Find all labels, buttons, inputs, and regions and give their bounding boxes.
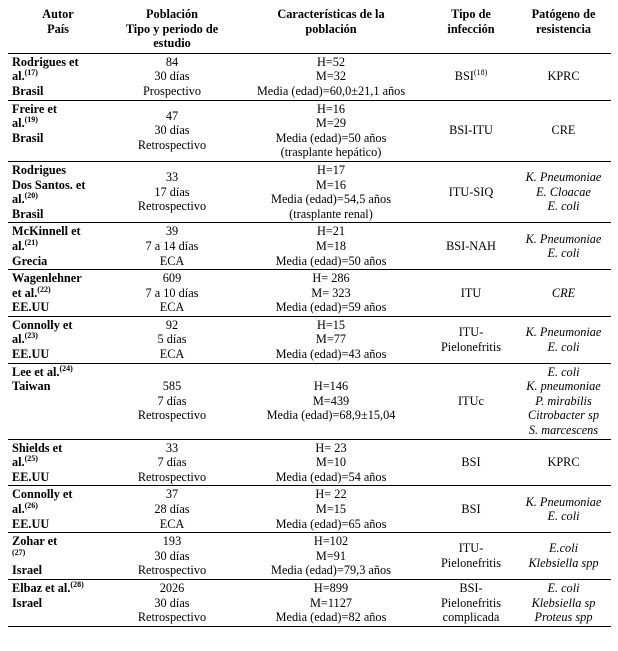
author-cell bbox=[8, 223, 108, 270]
characteristic-line: H=102 bbox=[313, 534, 349, 549]
characteristic-line: M=16 bbox=[315, 177, 347, 192]
pathogen-name: Proteus spp bbox=[534, 610, 593, 625]
population-line: 28 días bbox=[154, 502, 190, 516]
header-pathogen: Patógeno de resistencia bbox=[516, 6, 611, 53]
population-cell bbox=[108, 53, 236, 100]
characteristic-line: M= 323 bbox=[311, 285, 351, 300]
infection-cell bbox=[426, 579, 516, 626]
author-name: Shields et bbox=[12, 440, 63, 455]
author-name: Wagenlehner bbox=[12, 271, 82, 286]
population-line: 37 bbox=[165, 487, 179, 502]
infection-type: BSI bbox=[454, 69, 474, 84]
characteristic-line: H=146 bbox=[313, 379, 349, 394]
population-line: ECA bbox=[159, 347, 185, 362]
characteristics-cell bbox=[236, 579, 426, 626]
author-cell bbox=[8, 316, 108, 363]
pathogen-cell bbox=[516, 270, 611, 317]
author-cell bbox=[8, 53, 108, 100]
population-line: Retrospectivo bbox=[137, 199, 207, 214]
population-line: 193 bbox=[162, 534, 182, 549]
author-name: et al.$^{(22)}$ bbox=[12, 284, 51, 300]
infection-cell bbox=[426, 439, 516, 486]
pathogen-name: CRE bbox=[551, 285, 576, 300]
infection-type: BSI-ITU bbox=[449, 123, 493, 138]
characteristic-line: Media (edad)=79,3 años bbox=[271, 563, 391, 578]
country: Israel bbox=[12, 563, 43, 578]
reference-number: (26) bbox=[24, 500, 38, 510]
author-name: Rodrigues et bbox=[12, 54, 79, 69]
infection-type: BSI-NAH bbox=[446, 238, 496, 253]
author-name: Connolly et bbox=[12, 487, 73, 502]
table-row bbox=[8, 316, 611, 363]
characteristic-line: Media (edad)=50 años bbox=[275, 253, 387, 268]
pathogen-name: E. coli bbox=[547, 509, 580, 524]
characteristic-line: M=91 bbox=[315, 548, 347, 563]
infection-type: BSI bbox=[461, 502, 481, 516]
pathogen-name: CRE bbox=[551, 123, 576, 138]
population-line: 84 bbox=[165, 54, 179, 69]
pathogen-name: P. mirabilis bbox=[535, 393, 592, 408]
characteristic-line: H=21 bbox=[316, 224, 346, 239]
population-cell bbox=[108, 223, 236, 270]
author-name: al.$^{(23)}$ bbox=[12, 331, 38, 347]
author-name: al.$^{(25)}$ bbox=[12, 454, 38, 470]
population-line: 585 bbox=[162, 379, 182, 394]
pathogen-name: E. coli bbox=[547, 199, 580, 214]
pathogen-name: E. coli bbox=[547, 580, 580, 595]
author-name: Lee et al.$^{(24)}$ bbox=[12, 363, 73, 379]
country: EE.UU bbox=[12, 469, 50, 484]
country: Brasil bbox=[12, 206, 44, 221]
pathogen-cell bbox=[516, 486, 611, 533]
country: Brasil bbox=[12, 130, 44, 145]
author-name: al.$^{(21)}$ bbox=[12, 237, 38, 253]
characteristics-cell bbox=[236, 161, 426, 222]
population-cell bbox=[108, 533, 236, 580]
pathogen-cell bbox=[516, 316, 611, 363]
characteristic-line: H=17 bbox=[316, 162, 346, 177]
country: EE.UU bbox=[12, 300, 50, 315]
population-cell bbox=[108, 486, 236, 533]
population-line: 39 bbox=[165, 224, 179, 239]
population-line: 609 bbox=[162, 271, 182, 286]
infection-cell bbox=[426, 161, 516, 222]
author-name bbox=[12, 549, 105, 564]
infection-cell bbox=[426, 53, 516, 100]
characteristic-line: M=77 bbox=[315, 332, 347, 347]
infection-type: ITU- Pielonefritis bbox=[440, 541, 502, 571]
author-name: al.$^{(17)}$ bbox=[12, 68, 38, 84]
characteristic-line: Media (edad)=60,0±21,1 años bbox=[256, 83, 406, 98]
characteristics-cell bbox=[236, 270, 426, 317]
author-name: Zohar et bbox=[12, 534, 58, 549]
characteristics-cell bbox=[236, 533, 426, 580]
characteristics-cell bbox=[236, 53, 426, 100]
country: EE.UU bbox=[12, 347, 50, 362]
population-line: 5 días bbox=[157, 332, 187, 347]
author-cell bbox=[8, 579, 108, 626]
table-row bbox=[8, 270, 611, 317]
characteristic-line: Media (edad)=50 años bbox=[275, 130, 387, 145]
author-name: al.$^{(19)}$ bbox=[12, 115, 38, 131]
population-line: 30 días bbox=[154, 69, 190, 84]
reference-number: (22) bbox=[37, 284, 51, 294]
reference-number: (18) bbox=[473, 68, 488, 78]
pathogen-name: Klebsiella spp bbox=[528, 556, 599, 571]
author-cell bbox=[8, 270, 108, 317]
infection-cell bbox=[426, 486, 516, 533]
table-body bbox=[8, 53, 611, 626]
population-line: Retrospectivo bbox=[137, 563, 207, 578]
population-cell bbox=[108, 363, 236, 439]
infection-type: ITU-SIQ bbox=[448, 184, 494, 199]
table-row bbox=[8, 439, 611, 486]
characteristic-line: Media (edad)=43 años bbox=[275, 347, 387, 362]
characteristic-line: M=10 bbox=[315, 455, 347, 470]
author-cell bbox=[8, 363, 108, 439]
characteristic-line: Media (edad)=54,5 años bbox=[271, 192, 391, 207]
header-row bbox=[8, 6, 611, 53]
infection-cell bbox=[426, 223, 516, 270]
author-cell bbox=[8, 486, 108, 533]
characteristic-line: H= 286 bbox=[312, 271, 350, 286]
population-line: ECA bbox=[159, 516, 185, 531]
reference-number: (20) bbox=[24, 191, 38, 201]
population-line: 2026 bbox=[159, 580, 185, 595]
table-row bbox=[8, 486, 611, 533]
author-name: Connolly et bbox=[12, 317, 73, 332]
population-line: Retrospectivo bbox=[137, 469, 207, 484]
pathogen-name: K. Pneumoniae bbox=[525, 494, 602, 509]
population-line: 7 a 14 días bbox=[145, 238, 199, 253]
characteristic-line: M=1127 bbox=[309, 595, 352, 610]
country: Taiwan bbox=[12, 379, 51, 394]
author-name: Freire et bbox=[12, 101, 57, 116]
table-row bbox=[8, 533, 611, 580]
characteristics-cell bbox=[236, 439, 426, 486]
pathogen-name: E. Cloacae bbox=[536, 184, 591, 199]
characteristic-line: Media (edad)=82 años bbox=[275, 610, 387, 625]
population-cell bbox=[108, 161, 236, 222]
pathogen-cell bbox=[516, 53, 611, 100]
pathogen-name: K. Pneumoniae bbox=[525, 325, 602, 340]
infection-cell bbox=[426, 100, 516, 161]
header-characteristics: Características de la población bbox=[236, 6, 426, 53]
author-name: Elbaz et al.$^{(28)}$ bbox=[12, 579, 84, 595]
pathogen-cell bbox=[516, 161, 611, 222]
country: Brasil bbox=[12, 83, 44, 98]
author-name: McKinnell et bbox=[12, 224, 81, 239]
pathogen-name: E.coli bbox=[548, 541, 579, 556]
pathogen-name: KPRC bbox=[547, 455, 580, 470]
table-row bbox=[8, 100, 611, 161]
characteristic-line: M=439 bbox=[312, 393, 350, 408]
pathogen-cell bbox=[516, 579, 611, 626]
characteristic-line: (trasplante hepático) bbox=[280, 145, 382, 160]
characteristic-line: Media (edad)=68,9±15,04 bbox=[266, 408, 396, 423]
population-line: 17 días bbox=[154, 184, 190, 199]
reference-number: (25) bbox=[24, 454, 38, 464]
population-line: 33 bbox=[165, 170, 179, 185]
reference-number: (28) bbox=[70, 579, 84, 589]
country: Israel bbox=[12, 595, 43, 610]
header-population: Población Tipo y periodo de estudio bbox=[108, 6, 236, 53]
characteristic-line: M=18 bbox=[315, 238, 347, 253]
pathogen-cell bbox=[516, 363, 611, 439]
characteristics-cell bbox=[236, 100, 426, 161]
header-infection: Tipo de infección bbox=[426, 6, 516, 53]
pathogen-cell bbox=[516, 223, 611, 270]
population-line: 7 a 10 días bbox=[145, 285, 199, 300]
author-cell bbox=[8, 161, 108, 222]
characteristic-line: Media (edad)=54 años bbox=[275, 469, 387, 484]
infection-cell bbox=[426, 316, 516, 363]
characteristic-line: M=29 bbox=[315, 116, 347, 131]
pathogen-name: K. pneumoniae bbox=[526, 379, 601, 394]
characteristic-line: Media (edad)=65 años bbox=[275, 516, 387, 531]
reference-number: (24) bbox=[59, 363, 73, 373]
pathogen-cell bbox=[516, 533, 611, 580]
infection-type: ITU- Pielonefritis bbox=[440, 325, 502, 354]
characteristics-cell bbox=[236, 363, 426, 439]
characteristics-cell bbox=[236, 486, 426, 533]
pathogen-name: Klebsiella sp bbox=[531, 595, 596, 610]
author-cell bbox=[8, 100, 108, 161]
table-row bbox=[8, 223, 611, 270]
pathogen-name: E. coli bbox=[547, 246, 580, 261]
pathogen-name: E. coli bbox=[547, 364, 580, 379]
characteristic-line: H=899 bbox=[313, 580, 349, 595]
population-line: ECA bbox=[159, 300, 185, 315]
table-row bbox=[8, 363, 611, 439]
author-cell bbox=[8, 533, 108, 580]
population-line: Retrospectivo bbox=[137, 138, 207, 153]
characteristic-line: H=15 bbox=[316, 317, 346, 332]
header-author: Autor País bbox=[8, 6, 108, 53]
reference-number: (17) bbox=[24, 68, 38, 78]
infection-type: BSI bbox=[461, 455, 481, 470]
reference-number: (23) bbox=[24, 331, 38, 341]
population-line: Retrospectivo bbox=[137, 408, 207, 423]
population-line: 7 días bbox=[157, 393, 187, 408]
author-name: Rodrigues bbox=[12, 162, 66, 177]
studies-table bbox=[8, 6, 611, 627]
reference-number: (19) bbox=[24, 115, 38, 125]
table-row bbox=[8, 161, 611, 222]
population-line: 47 bbox=[165, 108, 179, 123]
population-line: 30 días bbox=[154, 548, 190, 563]
pathogen-name: K. Pneumoniae bbox=[525, 231, 602, 246]
characteristic-line: H= 23 bbox=[315, 440, 347, 455]
characteristics-cell bbox=[236, 316, 426, 363]
table-row bbox=[8, 53, 611, 100]
pathogen-cell bbox=[516, 100, 611, 161]
infection-type: BSI- Pielonefritis complicada bbox=[440, 580, 502, 625]
author-cell bbox=[8, 439, 108, 486]
population-cell bbox=[108, 439, 236, 486]
characteristic-line: M=32 bbox=[315, 69, 347, 84]
author-name: Dos Santos. et bbox=[12, 177, 86, 192]
author-name: al.$^{(26)}$ bbox=[12, 500, 38, 516]
infection-cell bbox=[426, 533, 516, 580]
table-row bbox=[8, 579, 611, 626]
infection-cell bbox=[426, 363, 516, 439]
population-line: 30 días bbox=[154, 595, 190, 610]
population-line: 33 bbox=[165, 440, 179, 455]
pathogen-name: K. Pneumoniae bbox=[525, 170, 602, 185]
population-cell bbox=[108, 270, 236, 317]
pathogen-name: S. marcescens bbox=[528, 423, 599, 438]
pathogen-name: KPRC bbox=[547, 69, 580, 84]
infection-type: ITU bbox=[460, 285, 482, 300]
characteristic-line: H=52 bbox=[316, 54, 346, 69]
infection-type: ITUc bbox=[458, 393, 484, 408]
characteristic-line: H=16 bbox=[316, 101, 346, 116]
infection-cell bbox=[426, 270, 516, 317]
reference-number: (21) bbox=[24, 237, 38, 247]
pathogen-cell bbox=[516, 439, 611, 486]
country: Grecia bbox=[12, 253, 48, 268]
characteristic-line: (trasplante renal) bbox=[289, 206, 373, 221]
characteristic-line: M=15 bbox=[315, 502, 347, 516]
reference-number: (27) bbox=[12, 547, 26, 557]
characteristic-line: H= 22 bbox=[315, 487, 347, 502]
population-cell bbox=[108, 316, 236, 363]
pathogen-name: Citrobacter sp bbox=[528, 408, 599, 423]
population-line: ECA bbox=[159, 253, 185, 268]
population-cell bbox=[108, 100, 236, 161]
population-line: 7 días bbox=[157, 455, 187, 470]
pathogen-name: E. coli bbox=[547, 339, 580, 354]
population-line: 30 días bbox=[154, 123, 190, 138]
characteristic-line: Media (edad)=59 años bbox=[275, 300, 387, 315]
author-name: al.$^{(20)}$ bbox=[12, 191, 38, 207]
population-line: 92 bbox=[165, 317, 179, 332]
population-cell bbox=[108, 579, 236, 626]
characteristics-cell bbox=[236, 223, 426, 270]
population-line: Prospectivo bbox=[142, 83, 202, 98]
population-line: Retrospectivo bbox=[137, 610, 207, 625]
country: EE.UU bbox=[12, 516, 50, 531]
